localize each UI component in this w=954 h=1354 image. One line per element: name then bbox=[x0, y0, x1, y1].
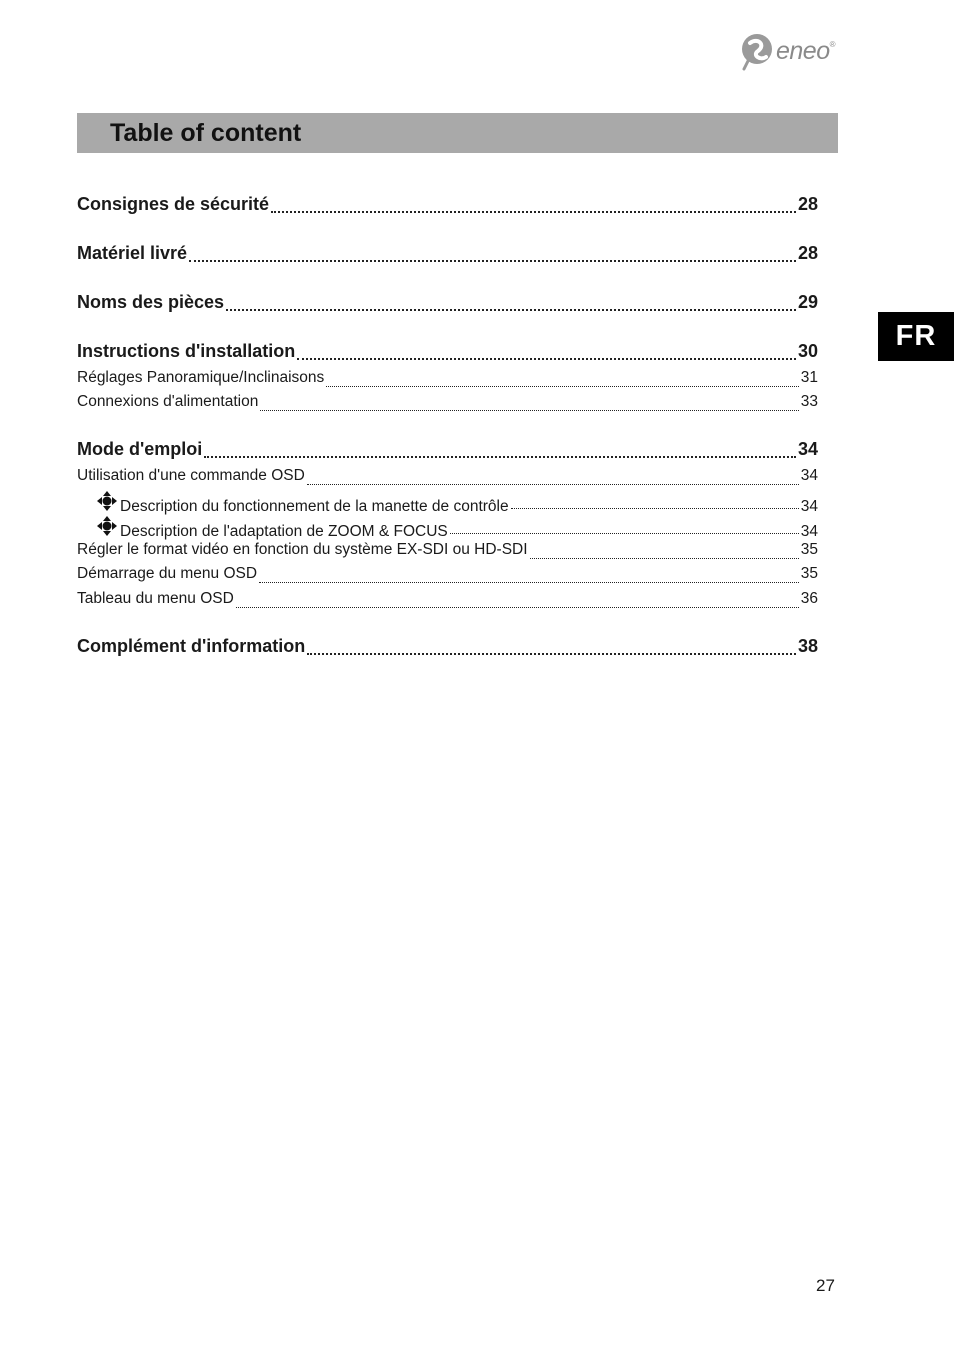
toc-entry-page: 30 bbox=[797, 341, 818, 361]
joystick-icon bbox=[97, 491, 117, 511]
toc-entry-page: 31 bbox=[800, 369, 818, 386]
toc-entry-label: Noms des pièces bbox=[77, 292, 225, 312]
toc-entry-page: 35 bbox=[800, 565, 818, 582]
logo-text: eneo bbox=[776, 36, 830, 65]
page-title: Table of content bbox=[110, 119, 302, 147]
toc-entry-label: Description de l'adaptation de ZOOM & FOCUS bbox=[120, 523, 448, 540]
toc-subentry[interactable] bbox=[77, 541, 818, 563]
eneo-swirl-icon bbox=[740, 31, 774, 71]
toc-entry-page: 34 bbox=[797, 439, 818, 459]
toc-entry-page: 28 bbox=[797, 194, 818, 214]
toc-entry-label: Réglages Panoramique/Inclinaisons bbox=[77, 369, 325, 386]
toc-subentry[interactable] bbox=[77, 369, 818, 391]
logo-registered-mark: ® bbox=[829, 40, 836, 49]
toc-entry-page: 35 bbox=[800, 541, 818, 558]
toc-entry[interactable] bbox=[77, 341, 818, 365]
leader-dots bbox=[259, 581, 799, 583]
toc-subentry[interactable] bbox=[77, 565, 818, 587]
toc-entry-label: Consignes de sécurité bbox=[77, 194, 270, 214]
toc-subentry[interactable] bbox=[77, 516, 818, 538]
toc-entry-page: 38 bbox=[797, 636, 818, 656]
leader-dots bbox=[260, 409, 798, 411]
leader-dots bbox=[297, 357, 796, 360]
toc-subentry[interactable] bbox=[77, 491, 818, 513]
toc-entry-label: Description du fonctionnement de la manette de contrôle bbox=[120, 498, 509, 515]
toc-entry[interactable] bbox=[77, 243, 818, 267]
toc-entry-label: Tableau du menu OSD bbox=[77, 590, 234, 607]
toc-entry-label: Régler le format vidéo en fonction du système EX-SDI ou HD-SDI bbox=[77, 541, 528, 558]
leader-dots bbox=[511, 507, 799, 509]
toc-entry-label: Instructions d'installation bbox=[77, 341, 296, 361]
toc-entry-page: 36 bbox=[800, 590, 818, 607]
page-number: 27 bbox=[816, 1276, 835, 1295]
leader-dots bbox=[307, 652, 796, 655]
leader-dots bbox=[530, 557, 799, 559]
toc-entry-page: 34 bbox=[800, 498, 818, 515]
toc-entry[interactable] bbox=[77, 636, 818, 660]
leader-dots bbox=[189, 259, 796, 262]
toc-subentry[interactable] bbox=[77, 467, 818, 489]
toc-entry-label: Démarrage du menu OSD bbox=[77, 565, 258, 582]
language-tab: FR bbox=[878, 312, 954, 361]
leader-dots bbox=[271, 210, 796, 213]
joystick-icon bbox=[97, 516, 117, 536]
leader-dots bbox=[236, 606, 799, 608]
toc-entry-label: Utilisation d'une commande OSD bbox=[77, 467, 305, 484]
toc-entry[interactable] bbox=[77, 439, 818, 463]
toc-entry-label: Mode d'emploi bbox=[77, 439, 203, 459]
toc-subentry[interactable] bbox=[77, 393, 818, 415]
toc-entry-page: 34 bbox=[800, 523, 818, 540]
leader-dots bbox=[307, 483, 799, 485]
toc-entry-label: Complément d'information bbox=[77, 636, 306, 656]
toc-entry-page: 33 bbox=[800, 393, 818, 410]
toc-entry-page: 28 bbox=[797, 243, 818, 263]
toc-entry-label: Connexions d'alimentation bbox=[77, 393, 259, 410]
leader-dots bbox=[226, 308, 796, 311]
leader-dots bbox=[204, 455, 796, 458]
toc-entry[interactable] bbox=[77, 292, 818, 316]
leader-dots bbox=[326, 385, 798, 387]
toc-entry[interactable] bbox=[77, 194, 818, 218]
eneo-logo bbox=[740, 30, 840, 72]
toc-subentry[interactable] bbox=[77, 590, 818, 612]
toc-entry-page: 29 bbox=[797, 292, 818, 312]
leader-dots bbox=[450, 532, 799, 534]
toc-entry-page: 34 bbox=[800, 467, 818, 484]
title-bar bbox=[77, 113, 838, 153]
toc-entry-label: Matériel livré bbox=[77, 243, 188, 263]
